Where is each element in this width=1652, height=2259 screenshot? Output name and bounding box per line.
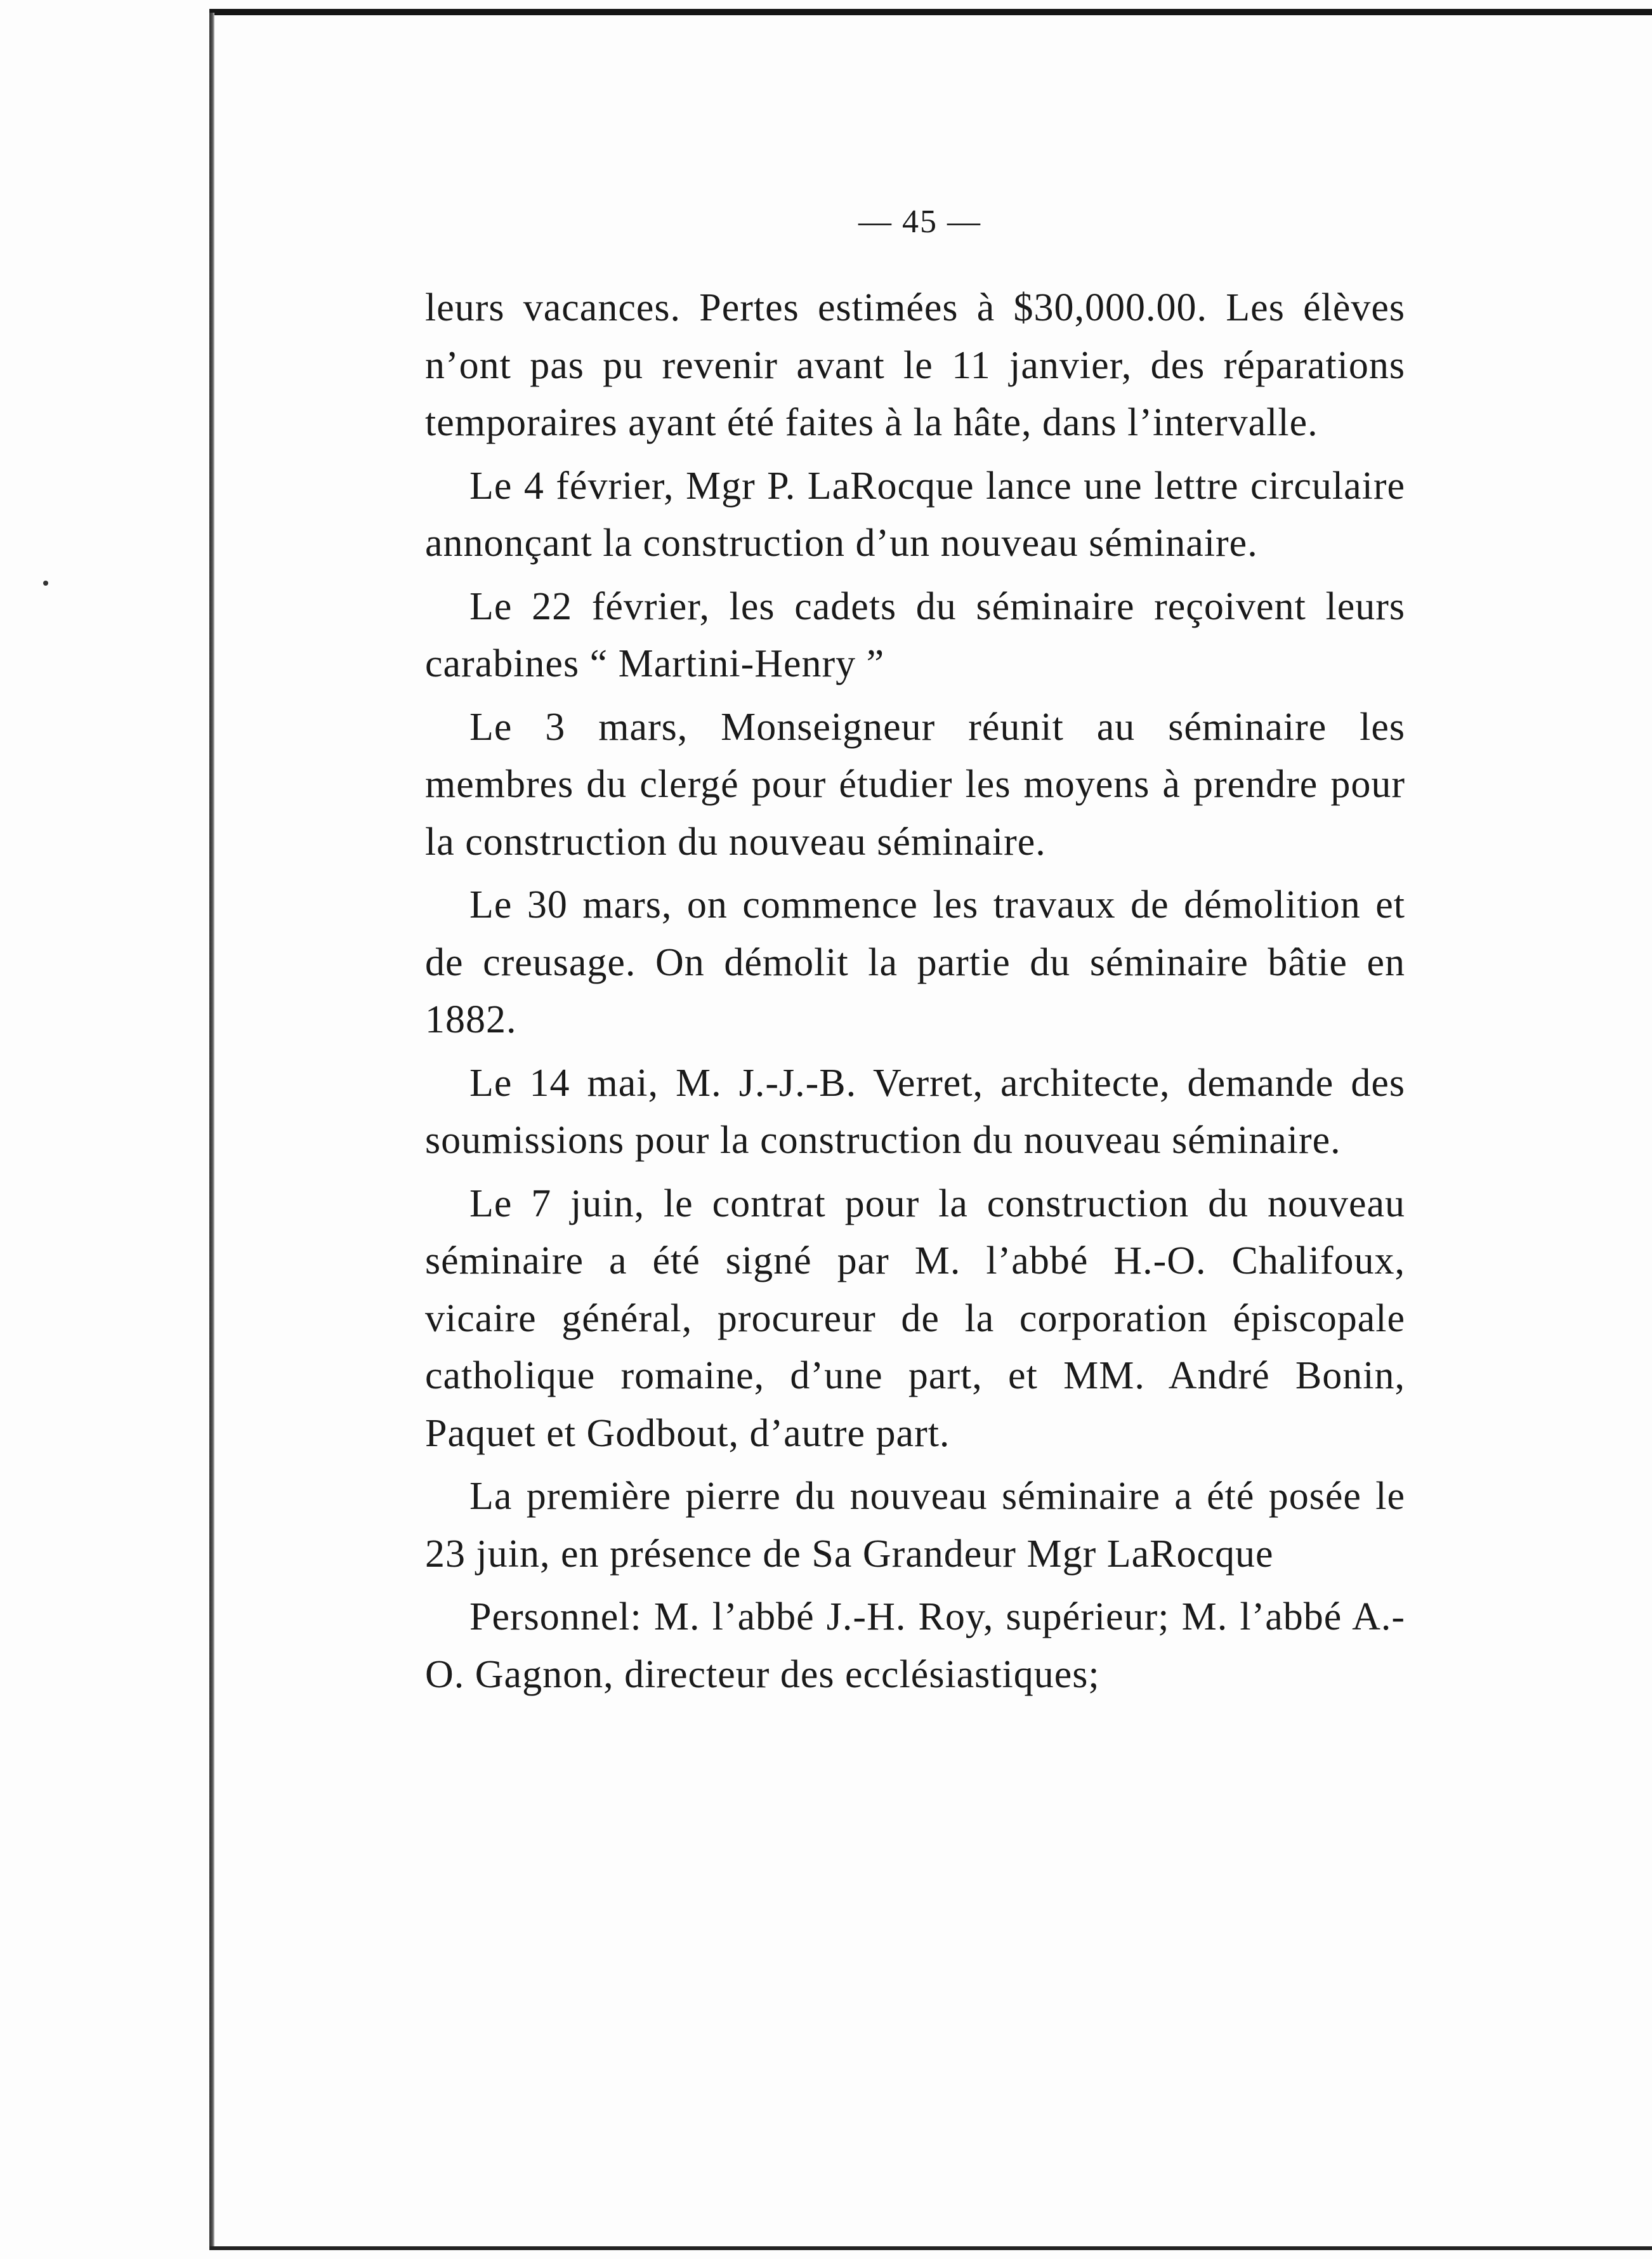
- page-number: — 45 —: [858, 204, 981, 240]
- paragraph-mar-3: Le 3 mars, Monseigneur réunit au séminaire les membres du clergé pour étudier les moyens à prendre pour la construction du nouveau séminaire.: [425, 705, 1405, 864]
- page-edge-bottom: [209, 2246, 1652, 2250]
- page-edge-left: [209, 13, 214, 2246]
- paragraph-feb-22: Le 22 février, les cadets du séminaire reçoivent leurs carabines “ Martini-Henry ”: [425, 584, 1405, 685]
- paragraph-may-14: Le 14 mai, M. J.-J.-B. Verret, architecte, demande des soumissions pour la construction du nouveau séminaire.: [425, 1061, 1405, 1162]
- page-edge-top: [209, 9, 1652, 15]
- body-text: [425, 279, 1405, 1703]
- paragraph-first-stone: La première pierre du nouveau séminaire a été posée le 23 juin, en présence de Sa Grandeur Mgr LaRocque: [425, 1475, 1405, 1576]
- paragraph-jun-7: Le 7 juin, le contrat pour la construction du nouveau séminaire a été signé par M. l’abbé H.-O. Chalifoux, vicaire général, procureur de la corporation épiscopale catholique romaine, d’une part, et MM. André Bonin, Paquet et Godbout, d’autre part.: [425, 1182, 1405, 1455]
- paragraph-continuation: leurs vacances. Pertes estimées à $30,000.00. Les élèves n’ont pas pu revenir avant le 11 janvier, des réparations temporaires ayant été faites à la hâte, dans l’intervalle.: [425, 286, 1405, 444]
- paragraph-mar-30: Le 30 mars, on commence les travaux de démolition et de creusage. On démolit la partie du séminaire bâtie en 1882.: [425, 883, 1405, 1041]
- paragraph-personnel: Personnel: M. l’abbé J.-H. Roy, supérieur; M. l’abbé A.-O. Gagnon, directeur des ecclésiastiques;: [425, 1595, 1405, 1696]
- scan-speck: [43, 581, 48, 586]
- paragraph-feb-4: Le 4 février, Mgr P. LaRocque lance une lettre circulaire annonçant la construction d’un nouveau séminaire.: [425, 464, 1405, 565]
